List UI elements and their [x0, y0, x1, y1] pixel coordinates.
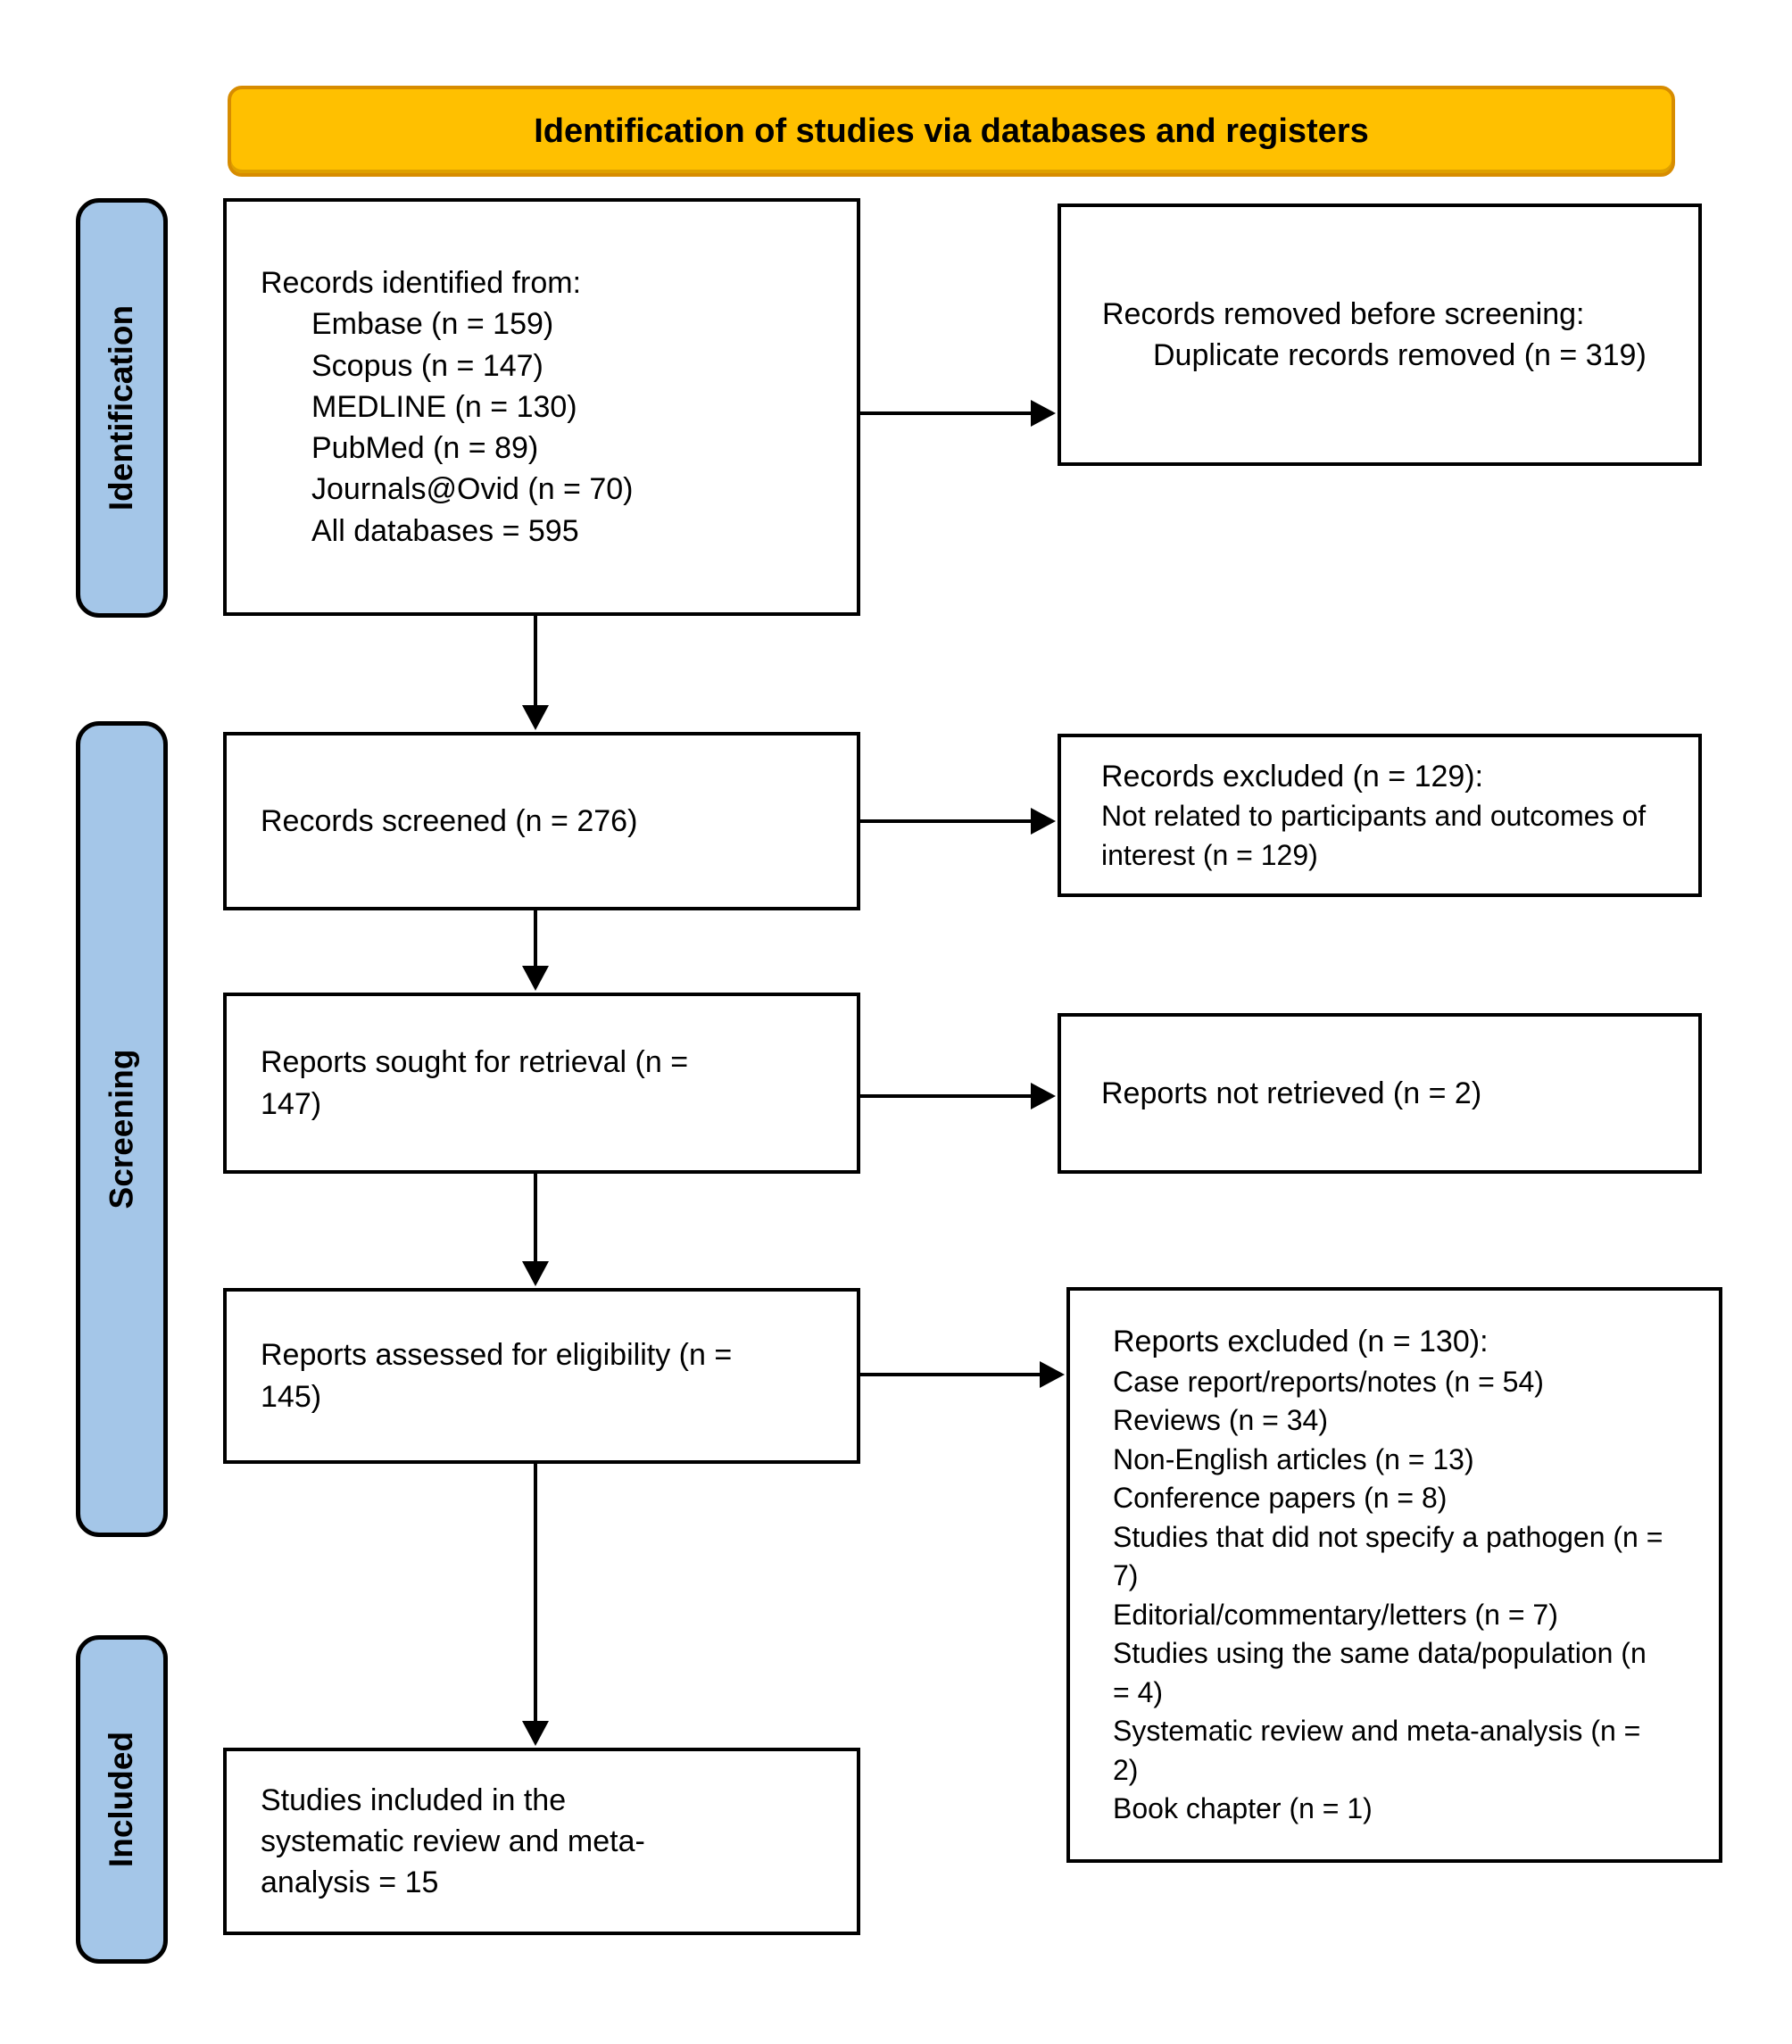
arrowhead-identified-to-screened-icon — [522, 705, 549, 730]
box-studies-included — [223, 1748, 860, 1935]
reports-assessed-text: Reports assessed for eligibility (n = 145) — [261, 1338, 733, 1414]
box-reports-excluded — [1066, 1287, 1722, 1863]
reports-not-retrieved-text: Reports not retrieved (n = 2) — [1101, 1076, 1482, 1110]
reports-excluded-reason: Non-English articles (n = 13) — [1113, 1442, 1474, 1475]
arrowhead-identified-to-removed-icon — [1031, 400, 1056, 427]
arrow-identified-to-removed — [860, 411, 1033, 415]
reports-excluded-reason: Book chapter (n = 1) — [1113, 1792, 1373, 1825]
stage-included — [76, 1635, 168, 1964]
arrow-assessed-to-included — [534, 1464, 537, 1723]
records-identified-item: MEDLINE (n = 130) — [311, 389, 577, 424]
reports-excluded-reason: Conference papers (n = 8) — [1113, 1482, 1448, 1515]
reports-excluded-reason: Systematic review and meta-analysis (n = 2) — [1113, 1715, 1641, 1786]
records-identified-title: Records identified from: — [261, 266, 582, 301]
records-screened-text: Records screened (n = 276) — [261, 803, 638, 838]
records-excluded-title: Records excluded (n = 129): — [1101, 759, 1484, 794]
arrow-assessed-to-excluded — [860, 1373, 1041, 1376]
arrow-screened-to-sought — [534, 910, 537, 968]
records-identified-item: All databases = 595 — [311, 513, 579, 548]
studies-included-text: Studies included in the systematic review and meta-analysis = 15 — [261, 1782, 645, 1900]
records-identified-item: PubMed (n = 89) — [311, 431, 539, 466]
reports-excluded-reason: Studies that did not specify a pathogen (n = 7) — [1113, 1520, 1663, 1592]
box-reports-assessed — [223, 1288, 860, 1464]
arrow-screened-to-excluded — [860, 819, 1033, 823]
arrowhead-assessed-to-excluded-icon — [1040, 1361, 1065, 1388]
arrowhead-assessed-to-included-icon — [522, 1721, 549, 1746]
reports-excluded-reason: Studies using the same data/population (n = 4) — [1113, 1637, 1647, 1708]
reports-excluded-reason: Case report/reports/notes (n = 54) — [1113, 1365, 1544, 1398]
box-records-removed — [1058, 204, 1702, 466]
arrow-identified-to-screened — [534, 616, 537, 707]
arrowhead-sought-to-assessed-icon — [522, 1261, 549, 1286]
arrowhead-screened-to-sought-icon — [522, 966, 549, 991]
stage-screening-label: Screening — [103, 1049, 140, 1209]
records-removed-item: Duplicate records removed (n = 319) — [1153, 338, 1647, 372]
records-removed-title: Records removed before screening: — [1102, 296, 1585, 331]
arrowhead-sought-to-notretrieved-icon — [1031, 1083, 1056, 1109]
stage-identification-label: Identification — [103, 304, 140, 511]
records-excluded-reason: Not related to participants and outcomes of interest (n = 129) — [1101, 800, 1647, 871]
banner-title — [228, 86, 1675, 177]
reports-excluded-reason: Editorial/commentary/letters (n = 7) — [1113, 1598, 1558, 1631]
box-records-excluded — [1058, 734, 1702, 897]
reports-sought-text: Reports sought for retrieval (n = 147) — [261, 1045, 689, 1121]
banner-title-label: Identification of studies via databases and registers — [534, 112, 1369, 150]
arrow-sought-to-notretrieved — [860, 1094, 1033, 1098]
stage-screening — [76, 721, 168, 1537]
arrow-sought-to-assessed — [534, 1174, 537, 1263]
stage-identification — [76, 198, 168, 618]
box-reports-sought — [223, 993, 860, 1174]
reports-excluded-reason: Reviews (n = 34) — [1113, 1404, 1328, 1437]
stage-included-label: Included — [103, 1731, 140, 1868]
records-identified-item: Scopus (n = 147) — [311, 348, 543, 383]
box-records-identified — [223, 198, 860, 616]
arrowhead-screened-to-excluded-icon — [1031, 808, 1056, 835]
box-reports-not-retrieved — [1058, 1013, 1702, 1174]
reports-excluded-title: Reports excluded (n = 130): — [1113, 1325, 1489, 1359]
records-identified-item: Journals@Ovid (n = 70) — [311, 472, 634, 507]
box-records-screened — [223, 732, 860, 910]
records-identified-item: Embase (n = 159) — [311, 307, 554, 342]
